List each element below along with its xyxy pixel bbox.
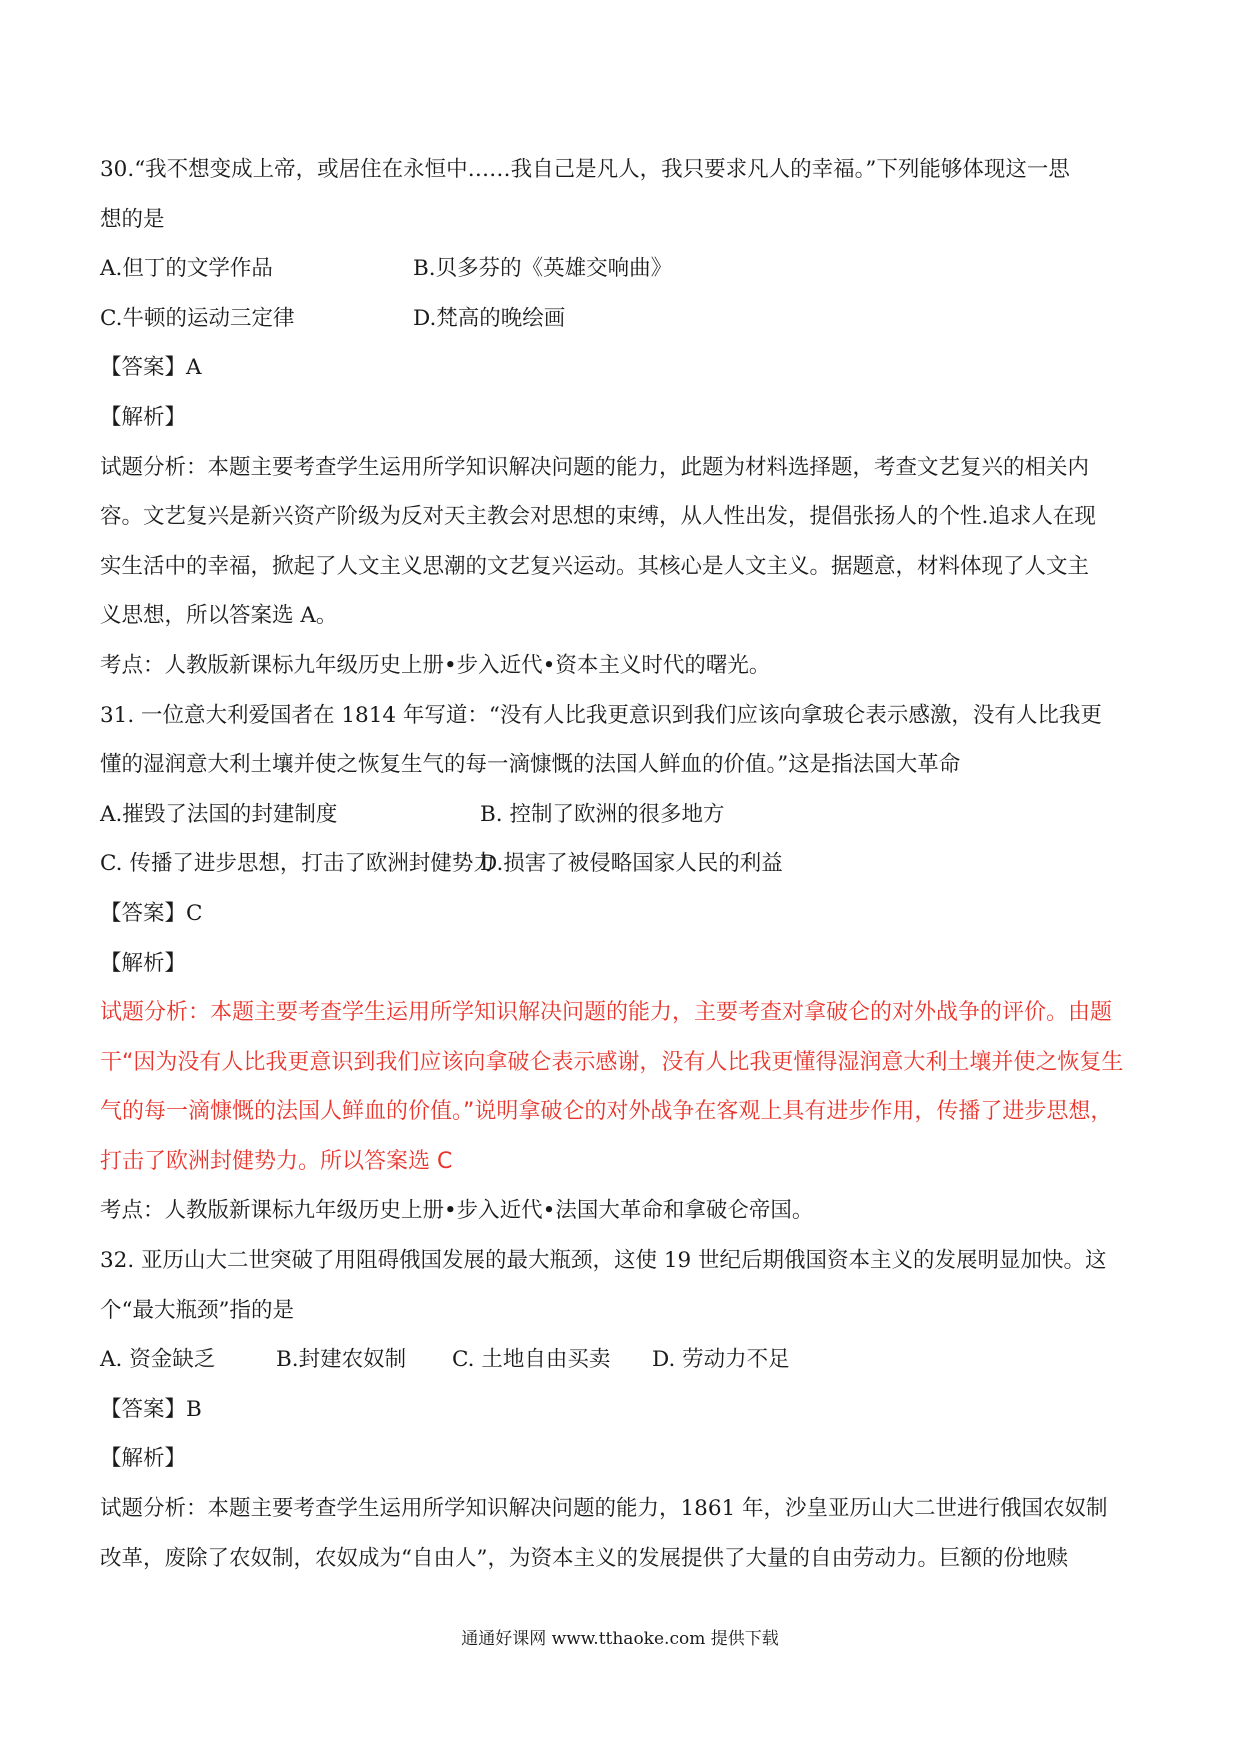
q31-kaodian: 考点：人教版新课标九年级历史上册•步入近代•法国大革命和拿破仑帝国。: [100, 1198, 814, 1224]
q30-stem-line2: 想的是: [100, 206, 165, 232]
q31-analysis-line3: 气的每一滴慷慨的法国人鲜血的价值。”说明拿破仑的对外战争在客观上具有进步作用，传播了进步思想，: [100, 1099, 1113, 1125]
q30-options-row1: [100, 244, 1140, 294]
page-footer: 通通好课网 www.tthaoke.com 提供下载: [461, 1629, 779, 1649]
q31-options-row2: [100, 839, 1140, 889]
q30-analysis-line1: 试题分析：本题主要考查学生运用所学知识解决问题的能力，此题为材料选择题，考查文艺复兴的相关内: [100, 454, 1090, 480]
q30-analysis-label: 【解析】: [100, 404, 187, 430]
q31-option-d: D.损害了被侵略国家人民的利益: [480, 851, 783, 877]
q30-analysis-line3: 实生活中的幸福，掀起了人文主义思潮的文艺复兴运动。其核心是人文主义。据题意，材料体现了人文主: [100, 553, 1090, 579]
q32-analysis-line2: 改革，废除了农奴制，农奴成为“自由人”，为资本主义的发展提供了大量的自由劳动力。巨额的份地赎: [100, 1545, 1068, 1571]
q30-analysis-line4: 义思想，所以答案选 A。: [100, 603, 338, 629]
q30-option-d: D.梵高的晚绘画: [413, 305, 566, 331]
q32-option-c: C. 土地自由买卖: [452, 1347, 611, 1373]
q31-option-b: B. 控制了欧洲的很多地方: [480, 801, 725, 827]
q31-analysis-label: 【解析】: [100, 950, 187, 976]
q30-answer: 【答案】A: [100, 355, 202, 381]
q31-options-row1: [100, 790, 1140, 840]
q32-option-a: A. 资金缺乏: [100, 1347, 216, 1373]
q31-analysis-line2: 干“因为没有人比我更意识到我们应该向拿破仑表示感谢，没有人比我更懂得湿润意大利土壤并使之恢复生: [100, 1049, 1124, 1075]
q31-stem-line1: 31. 一位意大利爱国者在 1814 年写道：“没有人比我更意识到我们应该向拿玻仑表示感激，没有人比我更: [100, 702, 1102, 728]
q31-analysis-line4: 打击了欧洲封健势力。所以答案选 C: [100, 1148, 453, 1174]
q30-kaodian: 考点：人教版新课标九年级历史上册•步入近代•资本主义时代的曙光。: [100, 652, 771, 678]
q31-analysis-line1: 试题分析：本题主要考查学生运用所学知识解决问题的能力，主要考查对拿破仑的对外战争的评价。由题: [100, 1000, 1113, 1026]
q32-stem-line1: 32. 亚历山大二世突破了用阻碍俄国发展的最大瓶颈，这使 19 世纪后期俄国资本主义的发展明显加快。这: [100, 1248, 1107, 1274]
q31-option-c: C. 传播了进步思想，打击了欧洲封健势力: [100, 851, 495, 877]
q30-option-b: B.贝多芬的《英雄交响曲》: [413, 256, 673, 282]
q30-analysis-line2: 容。文艺复兴是新兴资产阶级为反对天主教会对思想的束缚，从人性出发，提倡张扬人的个性.追求人在现: [100, 504, 1096, 530]
q31-option-a: A.摧毁了法国的封建制度: [100, 801, 338, 827]
q32-answer: 【答案】B: [100, 1396, 202, 1422]
q32-analysis-label: 【解析】: [100, 1446, 187, 1472]
q32-stem-line2: 个“最大瓶颈”指的是: [100, 1297, 294, 1323]
q31-stem-line2: 懂的湿润意大利土壤并使之恢复生气的每一滴慷慨的法国人鲜血的价值。”这是指法国大革命: [100, 752, 961, 778]
q32-option-d: D. 劳动力不足: [652, 1347, 790, 1373]
q30-options-row2: [100, 294, 1140, 344]
q30-stem-line1: 30.“我不想变成上帝，或居住在永恒中……我自己是凡人，我只要求凡人的幸福。”下列能够体现这一思: [100, 157, 1070, 182]
q31-answer: 【答案】C: [100, 900, 203, 926]
q32-options-row: [100, 1335, 1140, 1385]
q30-option-c: C.牛顿的运动三定律: [100, 305, 295, 331]
q32-analysis-line1: 试题分析：本题主要考查学生运用所学知识解决问题的能力，1861 年，沙皇亚历山大二世进行俄国农奴制: [100, 1496, 1108, 1522]
q30-option-a: A.但丁的文学作品: [100, 256, 273, 282]
document-body: [100, 145, 1140, 1583]
q32-option-b: B.封建农奴制: [276, 1347, 407, 1373]
